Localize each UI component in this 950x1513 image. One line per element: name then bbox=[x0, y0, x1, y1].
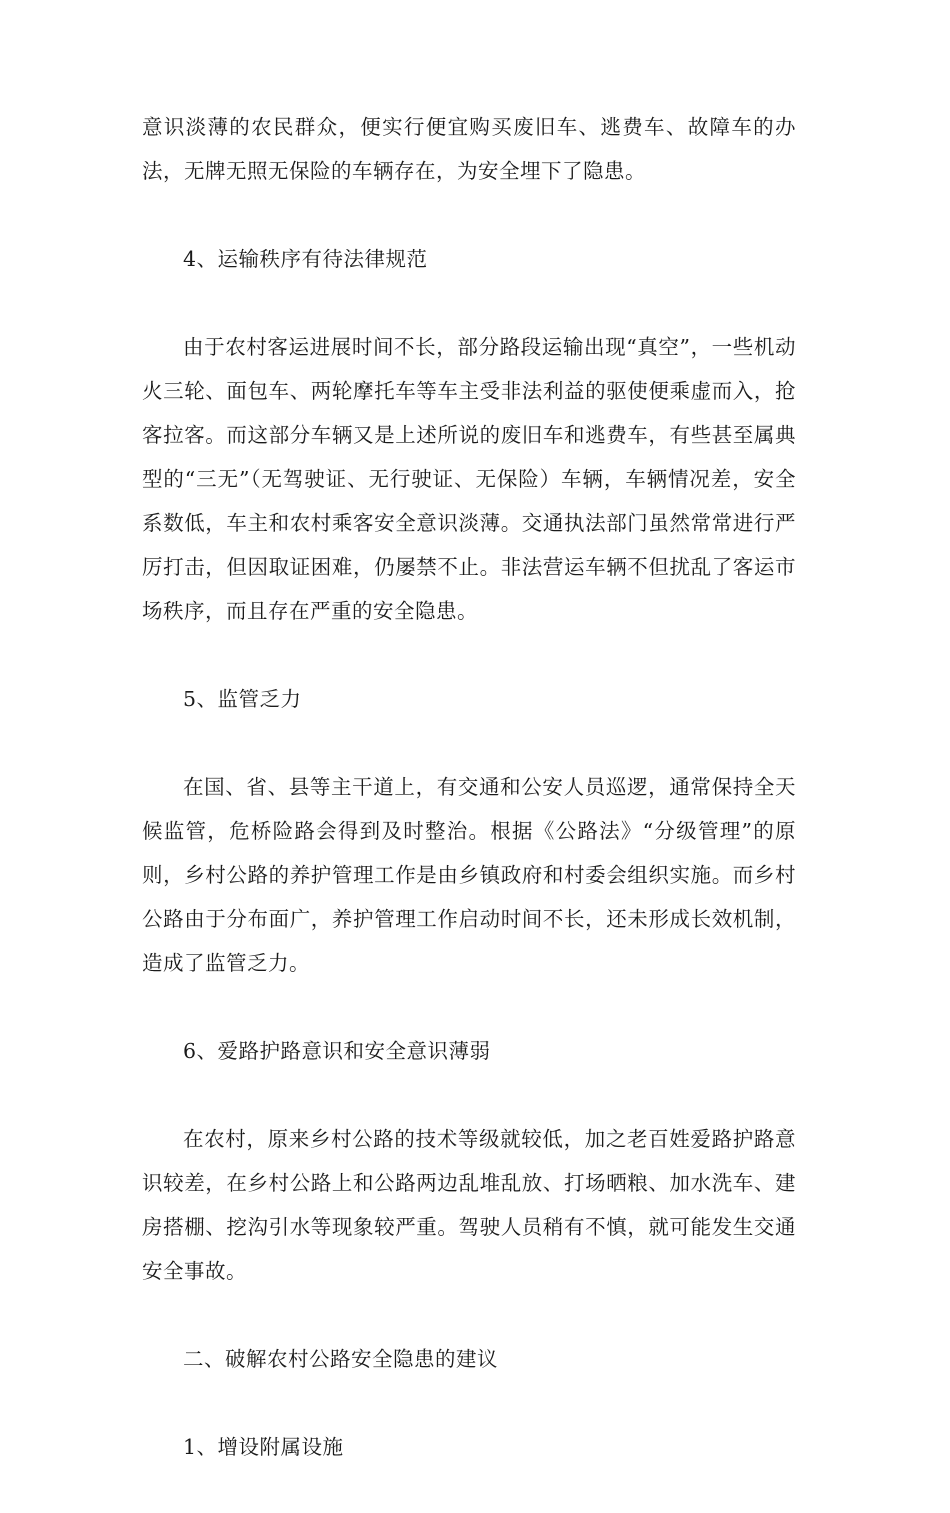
paragraph-awareness: 在农村，原来乡村公路的技术等级就较低，加之老百姓爱路护路意识较差，在乡村公路上和公路两边乱堆乱放、打场晒粮、加水洗车、建房搭棚、挖沟引水等现象较严重。驾驶人员稍有不慎，就可能发生交通安全事故。 bbox=[142, 1127, 796, 1283]
paragraph-continued: 意识淡薄的农民群众，便实行便宜购买废旧车、逃费车、故障车的办法，无牌无照无保险的车辆存在，为安全埋下了隐患。 bbox=[142, 115, 796, 183]
section-heading-6: 6、爱路护路意识和安全意识薄弱 bbox=[183, 1039, 491, 1063]
section-heading-1: 1、增设附属设施 bbox=[183, 1435, 344, 1459]
section-heading-4: 4、运输秩序有待法律规范 bbox=[183, 247, 428, 271]
section-heading-5: 5、监管乏力 bbox=[183, 687, 302, 711]
paragraph-transport-order: 由于农村客运进展时间不长，部分路段运输出现“真空”，一些机动火三轮、面包车、两轮摩托车等车主受非法利益的驱使便乘虚而入，抢客拉客。而这部分车辆又是上述所说的废旧车和逃费车，有些甚至属典型的“三无”（无驾驶证、无行驶证、无保险）车辆，车辆情况差，安全系数低，车主和农村乘客安全意识淡薄。交通执法部门虽然常常进行严厉打击，但因取证困难，仍屡禁不止。非法营运车辆不但扰乱了客运市场秩序，而且存在严重的安全隐患。 bbox=[142, 335, 796, 623]
paragraph-supervision: 在国、省、县等主干道上，有交通和公安人员巡逻，通常保持全天候监管，危桥险路会得到及时整治。根据《公路法》“分级管理”的原则，乡村公路的养护管理工作是由乡镇政府和村委会组织实施。而乡村公路由于分布面广，养护管理工作启动时间不长，还未形成长效机制，造成了监管乏力。 bbox=[142, 775, 796, 975]
chapter-heading-2: 二、破解农村公路安全隐患的建议 bbox=[183, 1347, 498, 1371]
document-body bbox=[142, 105, 796, 1513]
